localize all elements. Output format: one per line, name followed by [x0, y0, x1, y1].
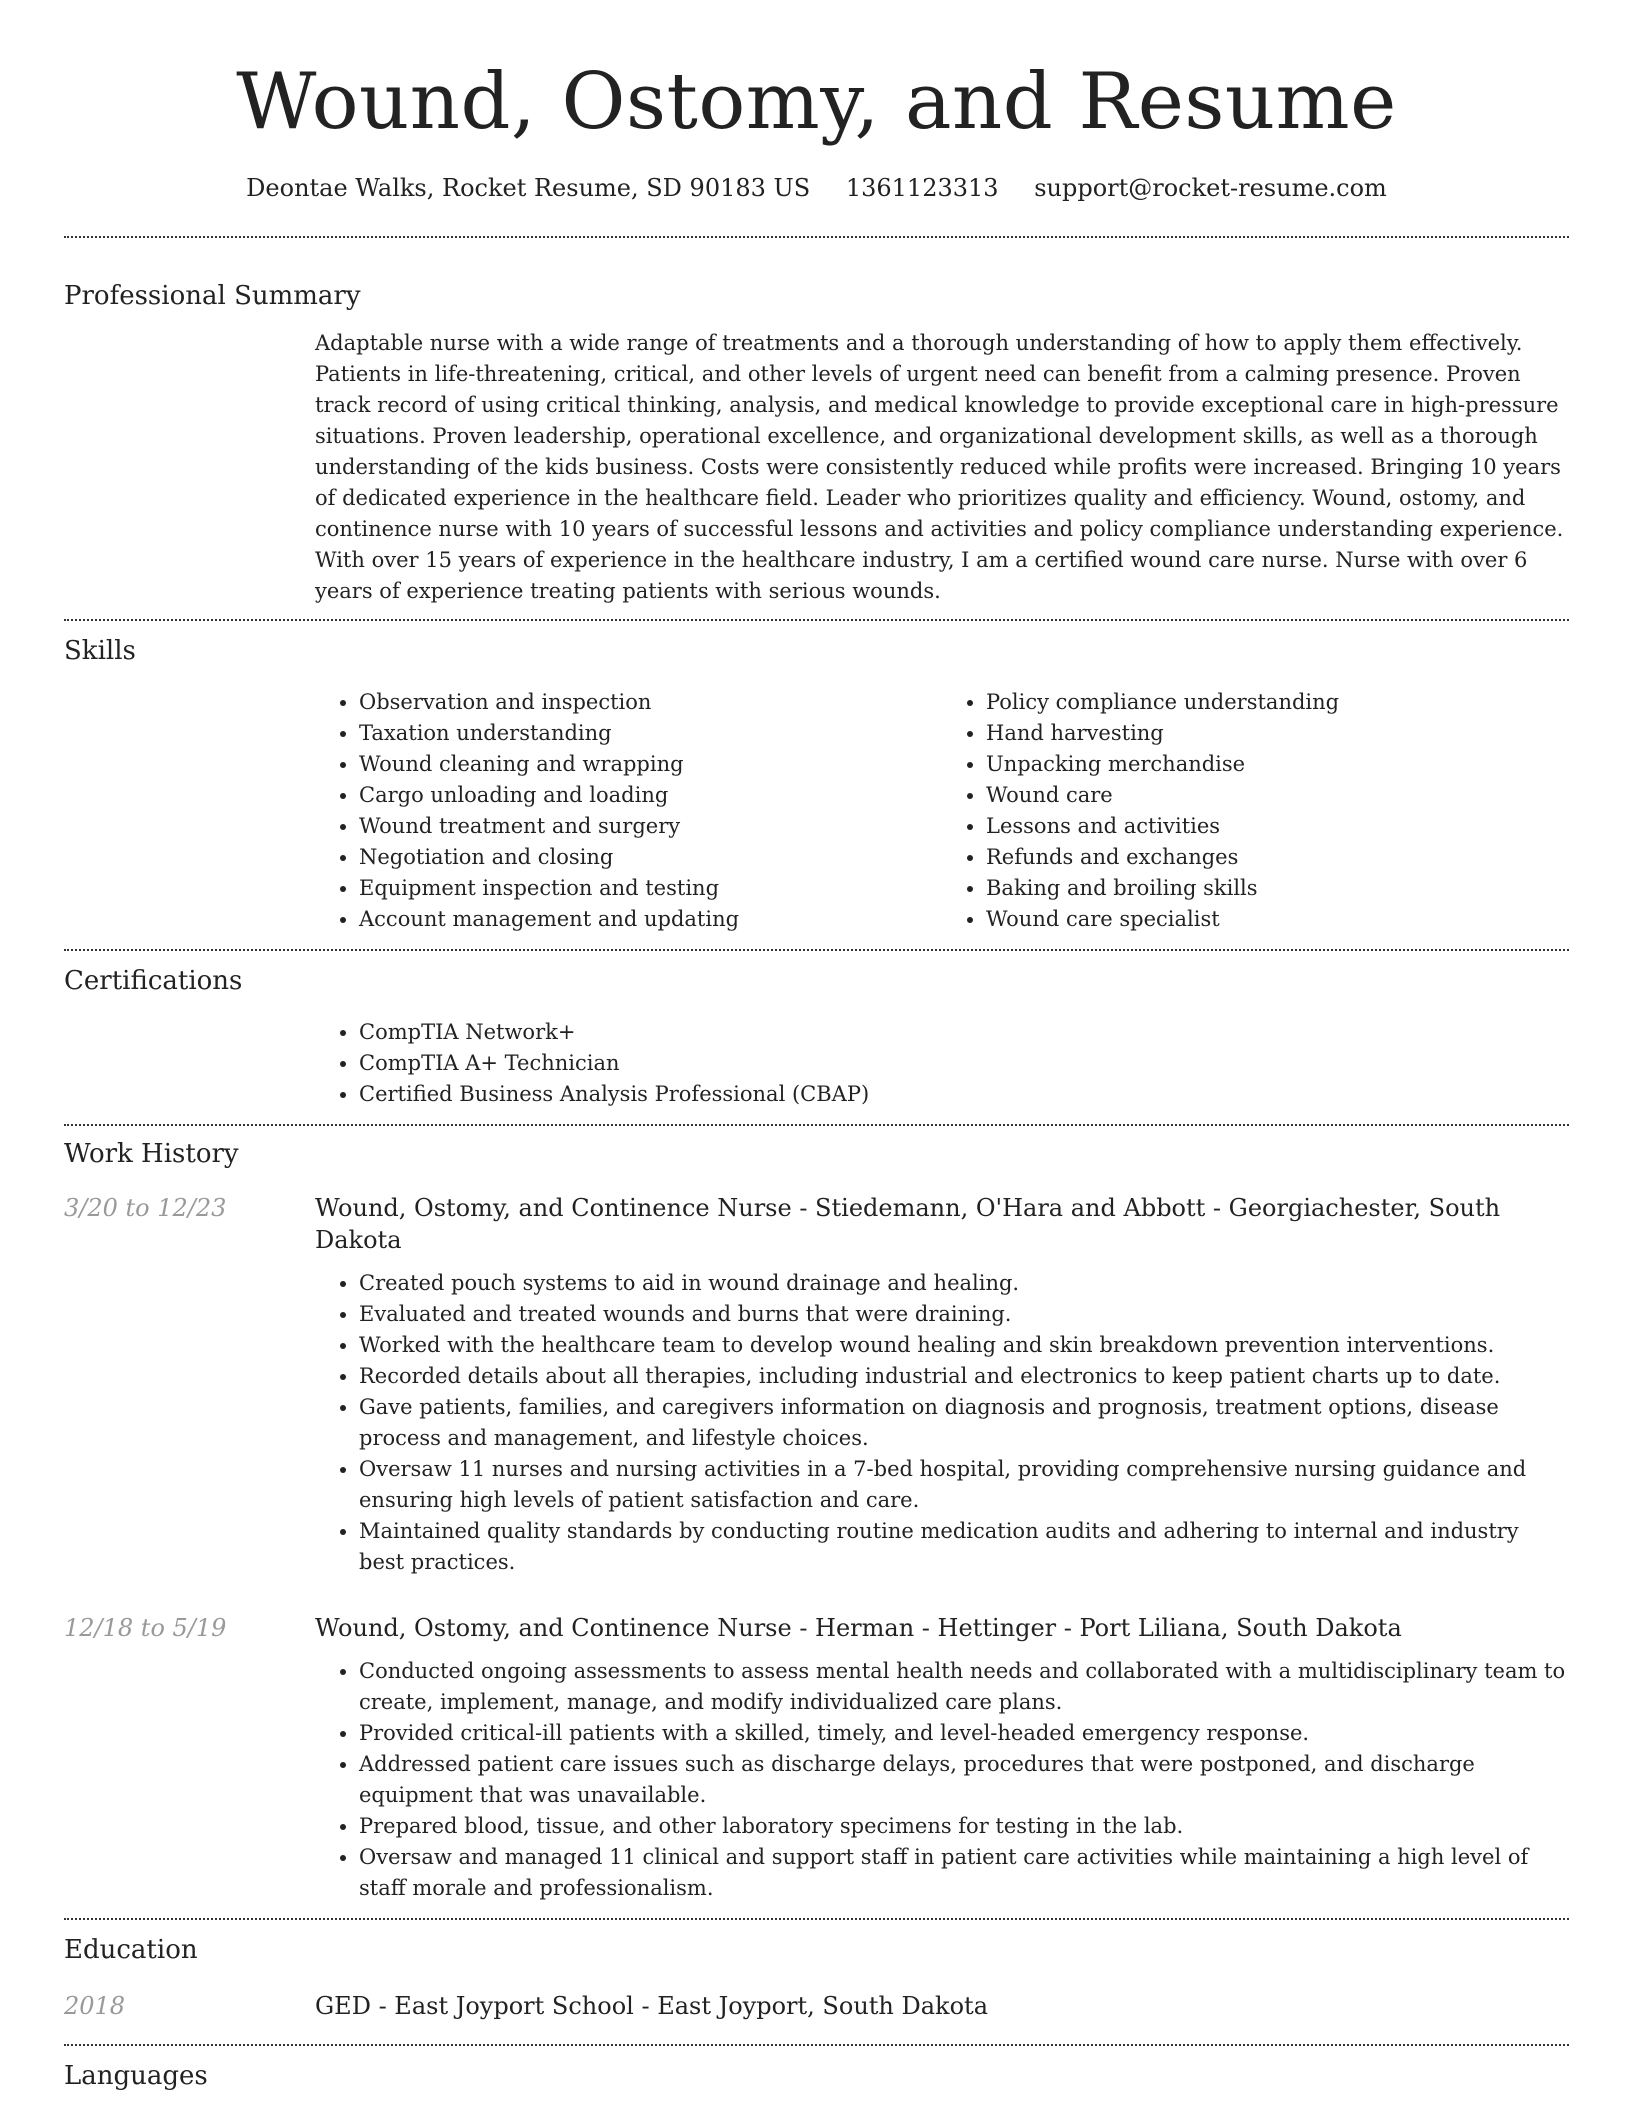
education-section: [64, 1932, 1569, 2022]
list-item: • CompTIA Network+: [359, 1017, 1569, 1048]
languages-section: [64, 2058, 1569, 2094]
list-item: • Policy compliance understanding: [986, 687, 1569, 718]
list-item: • Oversaw 11 nurses and nursing activities in a 7-bed hospital, providing comprehensive nursing guidance and ensuring high levels of patient satisfaction and care.: [359, 1454, 1569, 1516]
list-item: • Taxation understanding: [359, 718, 942, 749]
list-item: • Wound care specialist: [986, 904, 1569, 935]
list-item: • Unpacking merchandise: [986, 749, 1569, 780]
list-item: • Oversaw and managed 11 clinical and support staff in patient care activities while maintaining a high level of staff morale and professionalism.: [359, 1842, 1569, 1904]
list-item: • Refunds and exchanges: [986, 842, 1569, 873]
summary-text: Adaptable nurse with a wide range of treatments and a thorough understanding of how to apply them effectively. Patients in life-threatening, critical, and other levels of urgent need can benefit from a calming presence. Proven track record of using critical thinking, analysis, and medical knowledge to provide exceptional care in high-pressure situations. Proven leadership, operational excellence, and organizational development skills, as well as a thorough understanding of the kids business. Costs were consistently reduced while profits were increased. Bringing 10 years of dedicated experience in the healthcare field. Leader who prioritizes quality and efficiency. Wound, ostomy, and continence nurse with 10 years of successful lessons and activities and policy compliance understanding experience. With over 15 years of experience in the healthcare industry, I am a certified wound care nurse. Nurse with over 6 years of experience treating patients with serious wounds.: [315, 331, 1564, 603]
divider: [64, 236, 1569, 238]
education-degree: GED - East Joyport School - East Joyport, South Dakota: [315, 1992, 988, 2020]
skills-column-left: [315, 687, 942, 935]
list-item: • Gave patients, families, and caregivers information on diagnosis and prognosis, treatment options, disease process and management, and lifestyle choices.: [359, 1392, 1569, 1454]
education-entry: [64, 1990, 1569, 2022]
resume-page: [64, 0, 1569, 2094]
contact-line: [64, 172, 1569, 204]
list-item: • Maintained quality standards by conducting routine medication audits and adhering to internal and industry best practices.: [359, 1516, 1569, 1578]
list-item: • Created pouch systems to aid in wound drainage and healing.: [359, 1268, 1569, 1299]
skills-column-right: [942, 687, 1569, 935]
resume-name: Wound, Ostomy, and Resume: [236, 57, 1397, 147]
education-date: 2018: [64, 1992, 126, 2020]
list-item: • Conducted ongoing assessments to assess mental health needs and collaborated with a multidisciplinary team to create, implement, manage, and modify individualized care plans.: [359, 1656, 1569, 1718]
list-item: • Recorded details about all therapies, including industrial and electronics to keep patient charts up to date.: [359, 1361, 1569, 1392]
list-item: • Account management and updating: [359, 904, 942, 935]
list-item: • Addressed patient care issues such as discharge delays, procedures that were postponed, and discharge equipment that was unavailable.: [359, 1749, 1569, 1811]
divider: [64, 949, 1569, 951]
skills-section: [64, 633, 1569, 935]
job-bullets: [315, 1656, 1569, 1904]
certifications-section: [64, 963, 1569, 1110]
divider: [64, 619, 1569, 621]
list-item: • Cargo unloading and loading: [359, 780, 942, 811]
list-item: • Prepared blood, tissue, and other laboratory specimens for testing in the lab.: [359, 1811, 1569, 1842]
job-entry: [64, 1192, 1569, 1578]
work-section: [64, 1136, 1569, 1904]
contact-address: Deontae Walks, Rocket Resume, SD 90183 US: [246, 174, 811, 202]
divider: [64, 1918, 1569, 1920]
contact-phone: 1361123313: [845, 174, 999, 202]
list-item: • Baking and broiling skills: [986, 873, 1569, 904]
certifications-title: Certifications: [64, 966, 243, 996]
job-date: 3/20 to 12/23: [64, 1194, 227, 1222]
list-item: • Wound cleaning and wrapping: [359, 749, 942, 780]
list-item: • CompTIA A+ Technician: [359, 1048, 1569, 1079]
list-item: • Evaluated and treated wounds and burns that were draining.: [359, 1299, 1569, 1330]
list-item: • Wound treatment and surgery: [359, 811, 942, 842]
list-item: • Hand harvesting: [986, 718, 1569, 749]
work-title: Work History: [64, 1139, 239, 1169]
job-date: 12/18 to 5/19: [64, 1614, 227, 1642]
list-item: • Equipment inspection and testing: [359, 873, 942, 904]
divider: [64, 2044, 1569, 2046]
job-entry: [64, 1612, 1569, 1904]
job-title: Wound, Ostomy, and Continence Nurse - Herman - Hettinger - Port Liliana, South Dakota: [315, 1614, 1402, 1642]
education-title: Education: [64, 1935, 198, 1965]
list-item: • Negotiation and closing: [359, 842, 942, 873]
list-item: • Certified Business Analysis Professional (CBAP): [359, 1079, 1569, 1110]
skills-list: [315, 687, 1569, 935]
divider: [64, 1124, 1569, 1126]
languages-title: Languages: [64, 2061, 208, 2091]
list-item: • Provided critical-ill patients with a skilled, timely, and level-headed emergency response.: [359, 1718, 1569, 1749]
list-item: • Wound care: [986, 780, 1569, 811]
job-bullets: [315, 1268, 1569, 1578]
certifications-list: [315, 1017, 1569, 1110]
skills-title: Skills: [64, 636, 136, 666]
contact-email: support@rocket-resume.com: [1034, 174, 1387, 202]
list-item: • Worked with the healthcare team to develop wound healing and skin breakdown prevention interventions.: [359, 1330, 1569, 1361]
job-title: Wound, Ostomy, and Continence Nurse - Stiedemann, O'Hara and Abbott - Georgiachester, South Dakota: [315, 1194, 1501, 1254]
list-item: • Lessons and activities: [986, 811, 1569, 842]
summary-section: [64, 278, 1569, 607]
list-item: • Observation and inspection: [359, 687, 942, 718]
summary-title: Professional Summary: [64, 281, 361, 311]
